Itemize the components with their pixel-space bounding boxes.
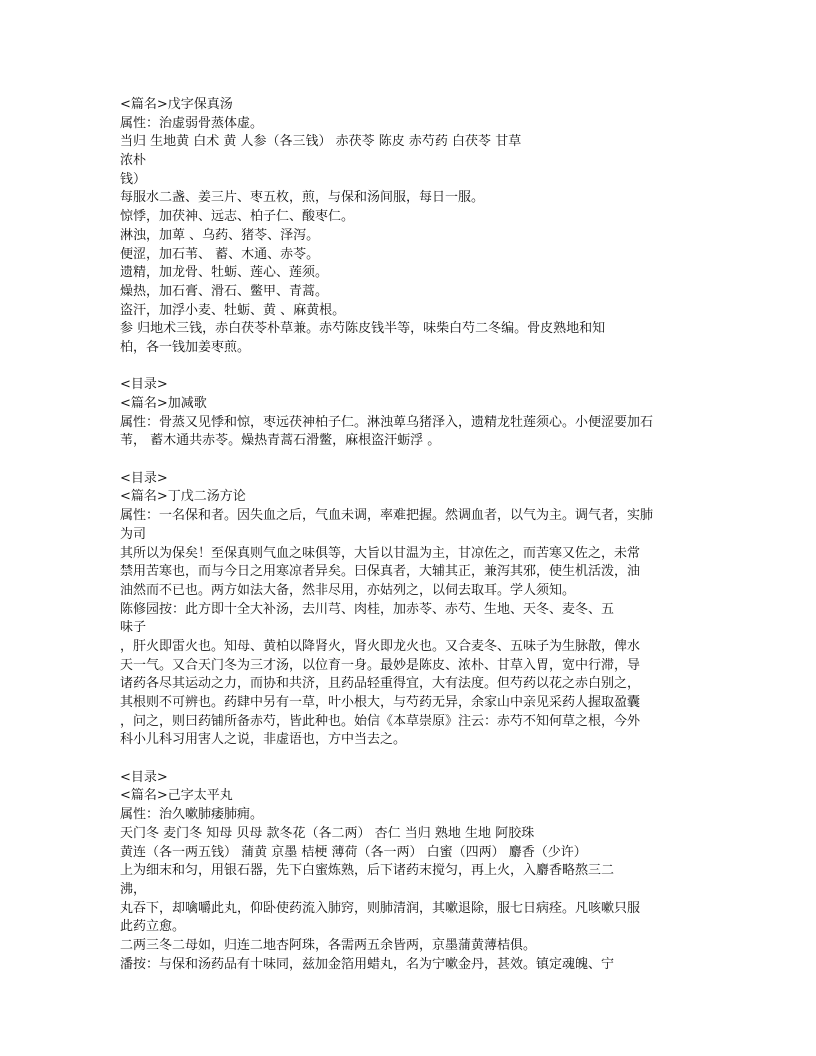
document-text xyxy=(120,96,700,974)
text-line: 淋浊，加萆 、乌药、猪苓、泽泻。 xyxy=(120,227,320,243)
text-line: <篇名>加减歌 xyxy=(120,396,207,411)
text-line: <目录> xyxy=(120,470,168,486)
text-line: 禁用苦寒也，而与今日之用寒凉者异矣。曰保真者，大辅其正，兼泻其邪，使生机活泼，油 xyxy=(120,564,641,580)
text-line: 诸药各尽其运动之力，而协和共济，且药品轻重得宜，大有法度。但芍药以花之赤白别之， xyxy=(120,676,641,692)
text-line: 属性：骨蒸又见悸和惊，枣远茯神柏子仁。淋浊萆乌猪泽入，遗精龙牡莲须心。小便涩要加石 xyxy=(120,414,654,430)
text-line: 潘按：与保和汤药品有十味同，兹加金箔用蜡丸，名为宁嗽金丹，甚效。镇定魂魄、宁 xyxy=(120,956,615,972)
text-line: 柏，各一钱加姜枣煎。 xyxy=(120,339,251,355)
text-line: 惊悸，加茯神、远志、柏子仁、酸枣仁。 xyxy=(120,209,355,225)
text-line: 黄连（各一两五钱） 蒲黄 京墨 桔梗 薄荷（各一两） 白蜜（四两） 麝香（少许） xyxy=(120,844,587,860)
text-line: 油然而不已也。两方如法大备，然非尽用，亦姑列之，以伺去取耳。学人须知。 xyxy=(120,582,576,598)
text-line: 浓朴 xyxy=(120,153,147,169)
text-line: 盗汗，加浮小麦、牡蛎、黄 、麻黄根。 xyxy=(120,302,346,318)
text-line: 钱） xyxy=(120,171,147,187)
text-line: 苇， 蓄木通共赤苓。燥热青蒿石滑鳖，麻根盗汗蛎浮 。 xyxy=(120,433,441,449)
text-line: 属性：治虚弱骨蒸体虚。 xyxy=(120,115,264,131)
text-line: ，肝火即雷火也。知母、黄柏以降肾火，肾火即龙火也。又合麦冬、五味子为生脉散，俾水 xyxy=(120,638,641,654)
text-line: 每服水二盏、姜三片、枣五枚，煎，与保和汤间服，每日一服。 xyxy=(120,190,485,206)
text-line: 便涩，加石苇、 蓄、木通、赤苓。 xyxy=(120,246,320,262)
text-line: 其所以为保矣！至保真则气血之味俱等，大旨以甘温为主，甘凉佐之，而苦寒又佐之，未常 xyxy=(120,545,641,561)
text-line: 当归 生地黄 白术 黄 人参（各三钱） 赤茯苓 陈皮 赤芍药 白茯苓 甘草 xyxy=(120,134,522,150)
text-line: 燥热，加石膏、滑石、鳖甲、青蒿。 xyxy=(120,283,329,299)
text-line: <篇名>戊字保真汤 xyxy=(120,97,233,112)
text-line: 二两三冬二母如，归连二地杏阿珠，各需两五余皆两，京墨蒲黄薄桔俱。 xyxy=(120,937,537,953)
text-line: 为司 xyxy=(120,526,147,542)
text-line: 科小儿科习用害人之说，非虚语也，方中当去之。 xyxy=(120,732,407,748)
text-line: 味子 xyxy=(120,620,147,636)
text-line: <目录> xyxy=(120,377,168,393)
text-line: 天一气。又合天门冬为三才汤，以位育一身。最妙是陈皮、浓朴、甘草入胃，宽中行滞，导 xyxy=(120,657,641,673)
blank-line xyxy=(120,358,700,377)
text-line: 沸， xyxy=(120,881,147,897)
text-line: 属性：治久嗽肺痿肺痈。 xyxy=(120,807,264,823)
text-line: 天门冬 麦门冬 知母 贝母 款冬花（各二两） 杏仁 当归 熟地 生地 阿胶珠 xyxy=(120,825,535,841)
text-line: <目录> xyxy=(120,769,168,785)
text-line: 其根则不可辨也。药肆中另有一草，叶小根大，与芍药无异，余家山中亲见采药人握取盈囊 xyxy=(120,695,641,710)
text-line: <篇名>丁戊二汤方论 xyxy=(120,489,246,505)
blank-line xyxy=(120,750,700,769)
text-line: 属性：一名保和者。因失血之后，气血未调，率难把握。然调血者，以气为主。调气者，实肺 xyxy=(120,508,654,524)
text-line: 参 归地术三钱，赤白茯苓朴草兼。赤芍陈皮钱半等，味柴白芍二冬编。骨皮熟地和知 xyxy=(120,321,606,337)
text-line: <篇名>己字太平丸 xyxy=(120,788,233,804)
blank-line xyxy=(120,451,700,470)
text-line: 上为细末和匀，用银石器，先下白蜜炼熟，后下诸药末搅匀，再上火，入麝香略熬三二 xyxy=(120,863,615,879)
text-line: 此药立愈。 xyxy=(120,919,186,935)
text-line: 丸吞下，却噙嚼此丸，仰卧使药流入肺窍，则肺清润，其嗽退除，服七日病痊。凡咳嗽只服 xyxy=(120,900,641,916)
text-line: 陈修园按：此方即十全大补汤，去川芎、肉桂，加赤苓、赤芍、生地、天冬、麦冬、五 xyxy=(120,601,615,617)
text-line: ，问之，则曰药铺所备赤芍，皆此种也。始信《本草崇原》注云：赤芍不知何草之根，今外 xyxy=(120,713,641,729)
text-line: 遗精，加龙骨、牡蛎、莲心、莲须。 xyxy=(120,265,329,281)
